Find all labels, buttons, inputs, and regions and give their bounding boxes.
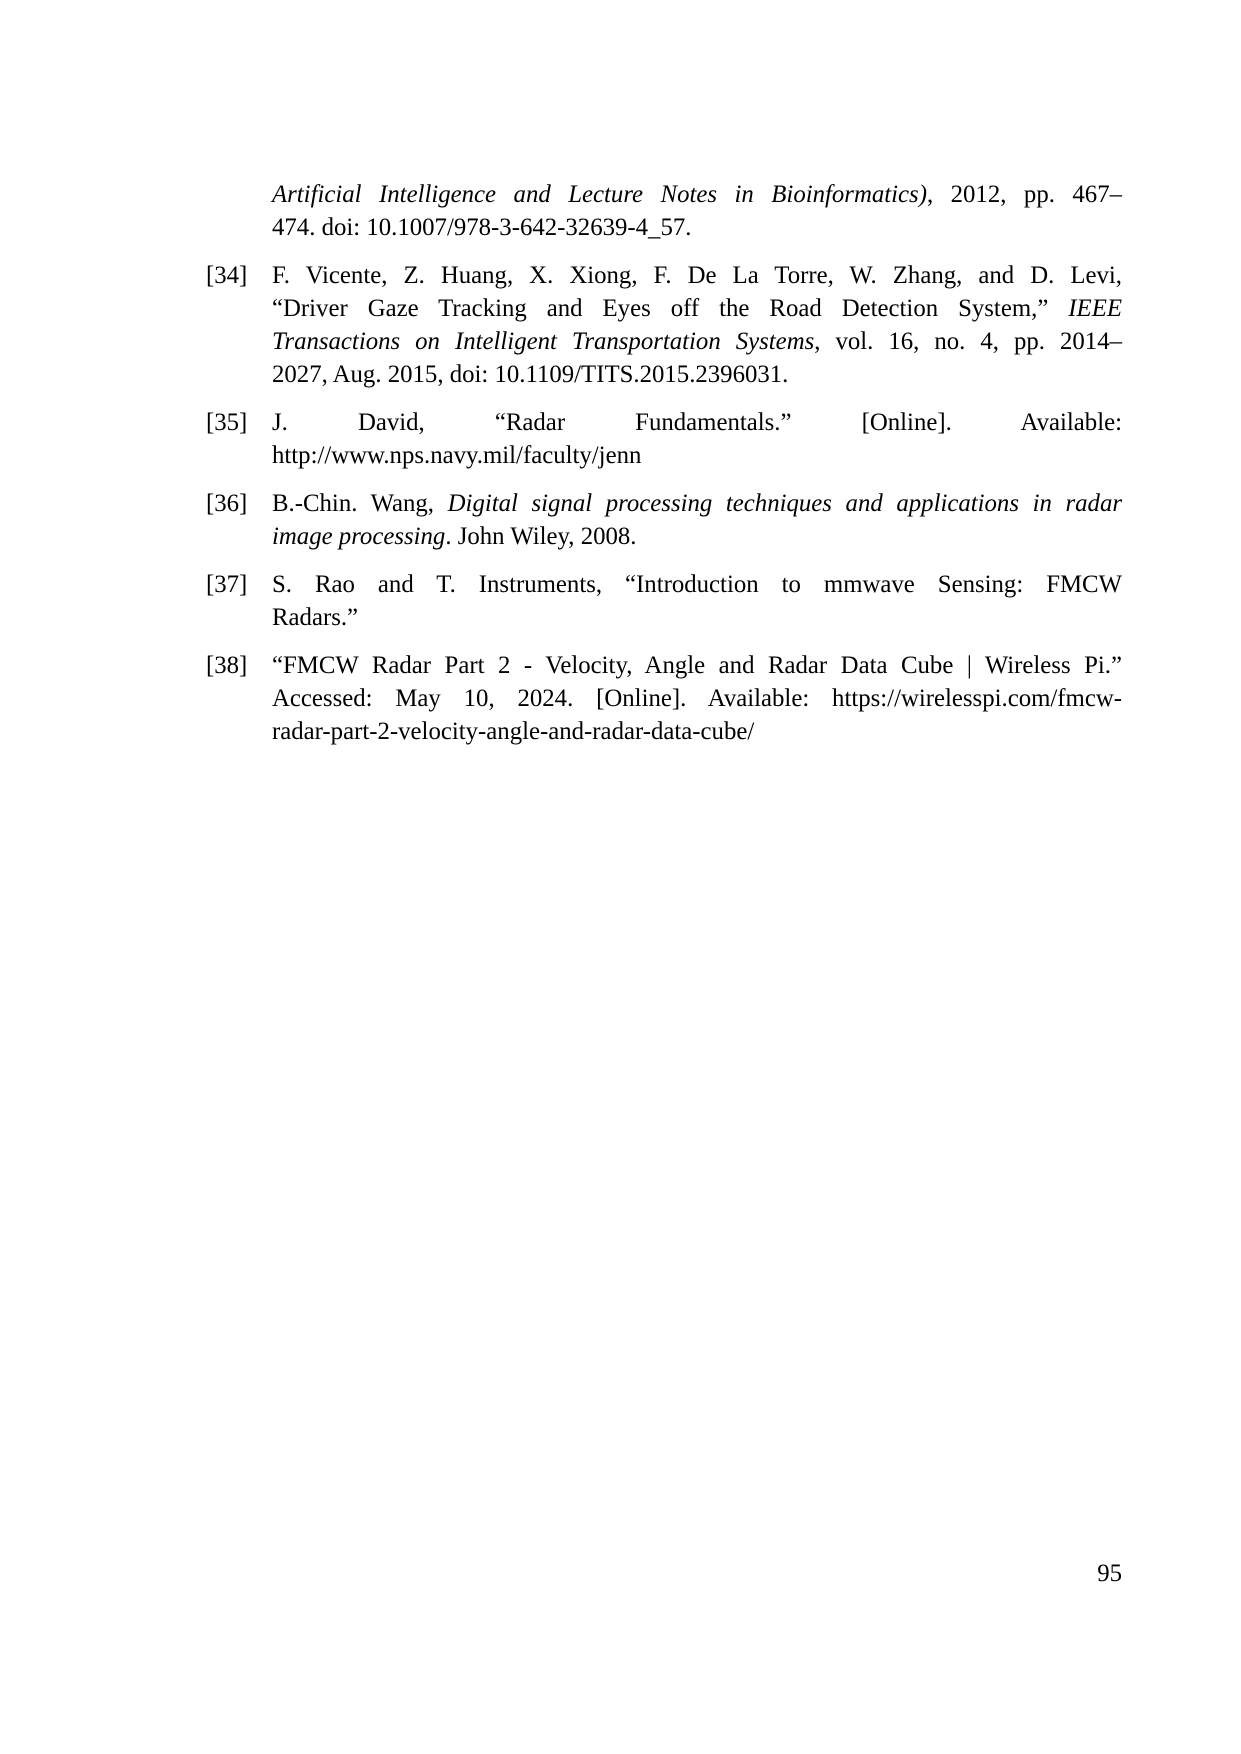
reference-book-title: Digital signal processing techniques and applications in radar <box>447 490 1122 517</box>
reference-line <box>272 292 1122 325</box>
reference-article-title: “FMCW Radar Part 2 - Velocity, Angle and Radar Data Cube | Wireless Pi.” <box>272 652 1122 679</box>
reference-line <box>272 178 1122 211</box>
reference-entry-38 <box>206 649 1122 748</box>
reference-text-segment: Radars.” <box>272 604 359 631</box>
reference-line <box>272 649 1122 682</box>
reference-publisher: . John Wiley, 2008. <box>445 523 637 550</box>
reference-article-title: “Driver Gaze Tracking and Eyes off the Road Detection System,” <box>272 295 1069 322</box>
reference-line <box>272 682 1122 715</box>
reference-text-segment: , vol. 16, no. 4, pp. 2014– <box>814 328 1122 355</box>
reference-authors: B.-Chin. Wang, <box>272 490 448 517</box>
reference-line <box>272 601 1122 634</box>
reference-line <box>272 568 1122 601</box>
reference-body <box>272 406 1122 472</box>
reference-body <box>272 259 1122 391</box>
reference-url: http://www.nps.navy.mil/faculty/jenn <box>272 442 642 469</box>
reference-label: [36] <box>206 490 248 517</box>
reference-text-segment: J. David, “Radar Fundamentals.” [Online]. Available: <box>272 409 1122 436</box>
reference-text-segment: Accessed: May 10, 2024. [Online]. Available: https://wirelesspi.com/fmcw- <box>272 685 1122 712</box>
references-list <box>206 178 1122 763</box>
reference-book-title: image processing <box>272 523 446 550</box>
reference-entry-36 <box>206 487 1122 553</box>
reference-doi: 2027, Aug. 2015, doi: 10.1109/TITS.2015.2396031. <box>272 361 789 388</box>
reference-text-segment: S. Rao and T. Instruments, “Introduction to mmwave Sensing: FMCW <box>272 571 1122 598</box>
reference-label: [34] <box>206 262 248 289</box>
reference-entry-35 <box>206 406 1122 472</box>
reference-line <box>272 211 1122 244</box>
reference-series-title: Artificial Intelligence and Lecture Notes in Bioinformatics) <box>272 181 927 208</box>
page-number: 95 <box>1097 1560 1122 1587</box>
reference-label: [38] <box>206 652 248 679</box>
reference-label: [35] <box>206 409 248 436</box>
reference-entry-37 <box>206 568 1122 634</box>
reference-line <box>272 406 1122 439</box>
reference-line <box>272 715 1122 748</box>
reference-doi: 474. doi: 10.1007/978-3-642-32639-4_57. <box>272 214 692 241</box>
reference-line <box>272 259 1122 292</box>
reference-authors: F. Vicente, Z. Huang, X. Xiong, F. De La Torre, W. Zhang, and D. Levi, <box>272 262 1122 289</box>
reference-line <box>272 487 1122 520</box>
reference-line <box>272 325 1122 358</box>
reference-journal-title: IEEE <box>1068 295 1122 322</box>
reference-entry-33-continuation <box>206 178 1122 244</box>
reference-journal-title: Transactions on Intelligent Transportation Systems <box>272 328 815 355</box>
reference-body <box>272 649 1122 748</box>
reference-line <box>272 439 1122 472</box>
reference-text-segment: , 2012, pp. 467– <box>926 181 1122 208</box>
reference-body <box>272 568 1122 634</box>
reference-label: [37] <box>206 571 248 598</box>
reference-entry-34 <box>206 259 1122 391</box>
reference-body <box>272 487 1122 553</box>
reference-line <box>272 358 1122 391</box>
reference-line <box>272 520 1122 553</box>
reference-url: radar-part-2-velocity-angle-and-radar-data-cube/ <box>272 718 755 745</box>
reference-body <box>272 178 1122 244</box>
